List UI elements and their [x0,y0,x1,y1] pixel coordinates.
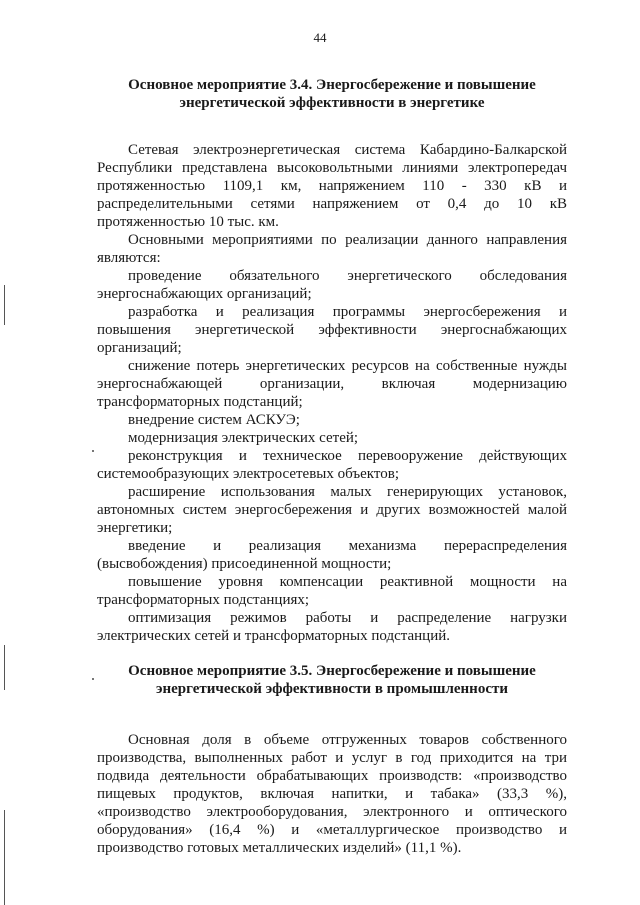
list-item: введение и реализация механизма перераспределения (высвобождения) присоединенной мощности; [97,538,567,572]
scan-edge-mark [4,285,5,325]
paragraph: Основная доля в объеме отгруженных товаров собственного производства, выполненных работ и услуг в год приходится на три подвида деятельности обрабатывающих производств: «производство пищевых продуктов, включая напитки, и табака» (33,3 %), «производство электрооборудования, электронного и оптического оборудования» (16,4 %) и «металлургическое производство и производство готовых металлических изделий» (11,1 %). [97,732,567,856]
section-3-4-title-line1: Основное мероприятие 3.4. Энергосбережение и повышение [128,77,536,93]
page-number: 44 [313,30,327,45]
list-item: оптимизация режимов работы и распределение нагрузки электрических сетей и трансформаторных подстанций. [97,610,567,644]
section-3-5-text [97,731,567,857]
section-3-4-title-line2: энергетической эффективности в энергетике [179,95,485,111]
scan-speck [92,678,94,680]
document-body [97,76,567,857]
section-3-5-title-line1: Основное мероприятие 3.5. Энергосбережение и повышение [128,663,536,679]
list-item: снижение потерь энергетических ресурсов на собственные нужды энергоснабжающей организации, включая модернизацию трансформаторных подстанций; [97,358,567,410]
scan-speck [92,450,94,452]
list-item: повышение уровня компенсации реактивной мощности на трансформаторных подстанциях; [97,574,567,608]
section-3-4-text [97,141,567,645]
paragraph: Сетевая электроэнергетическая система Кабардино-Балкарской Республики представлена высоковольтными линиями электропередач протяженностью 1109,1 км, напряжением 110 - 330 кВ и распределительными сетями напряжением от 0,4 до 10 кВ протяженностью 10 тыс. км. [97,142,567,230]
paragraph: Основными мероприятиями по реализации данного направления являются: [97,232,567,266]
scan-edge-mark [4,810,5,905]
list-item: реконструкция и техническое перевооружение действующих системообразующих электросетевых объектов; [97,448,567,482]
section-3-5-heading [97,662,567,698]
section-3-4-heading [97,76,567,112]
list-item: модернизация электрических сетей; [128,430,359,446]
section-3-5-title-line2: энергетической эффективности в промышленности [156,681,508,697]
scan-edge-mark [4,645,5,690]
list-item: расширение использования малых генерирующих установок, автономных систем энергосбережения и других возможностей малой энергетики; [97,484,567,536]
list-item: проведение обязательного энергетического обследования энергоснабжающих организаций; [97,268,567,302]
list-item: внедрение систем АСКУЭ; [128,412,300,428]
list-item: разработка и реализация программы энергосбережения и повышения энергетической эффективности энергоснабжающих организаций; [97,304,567,356]
